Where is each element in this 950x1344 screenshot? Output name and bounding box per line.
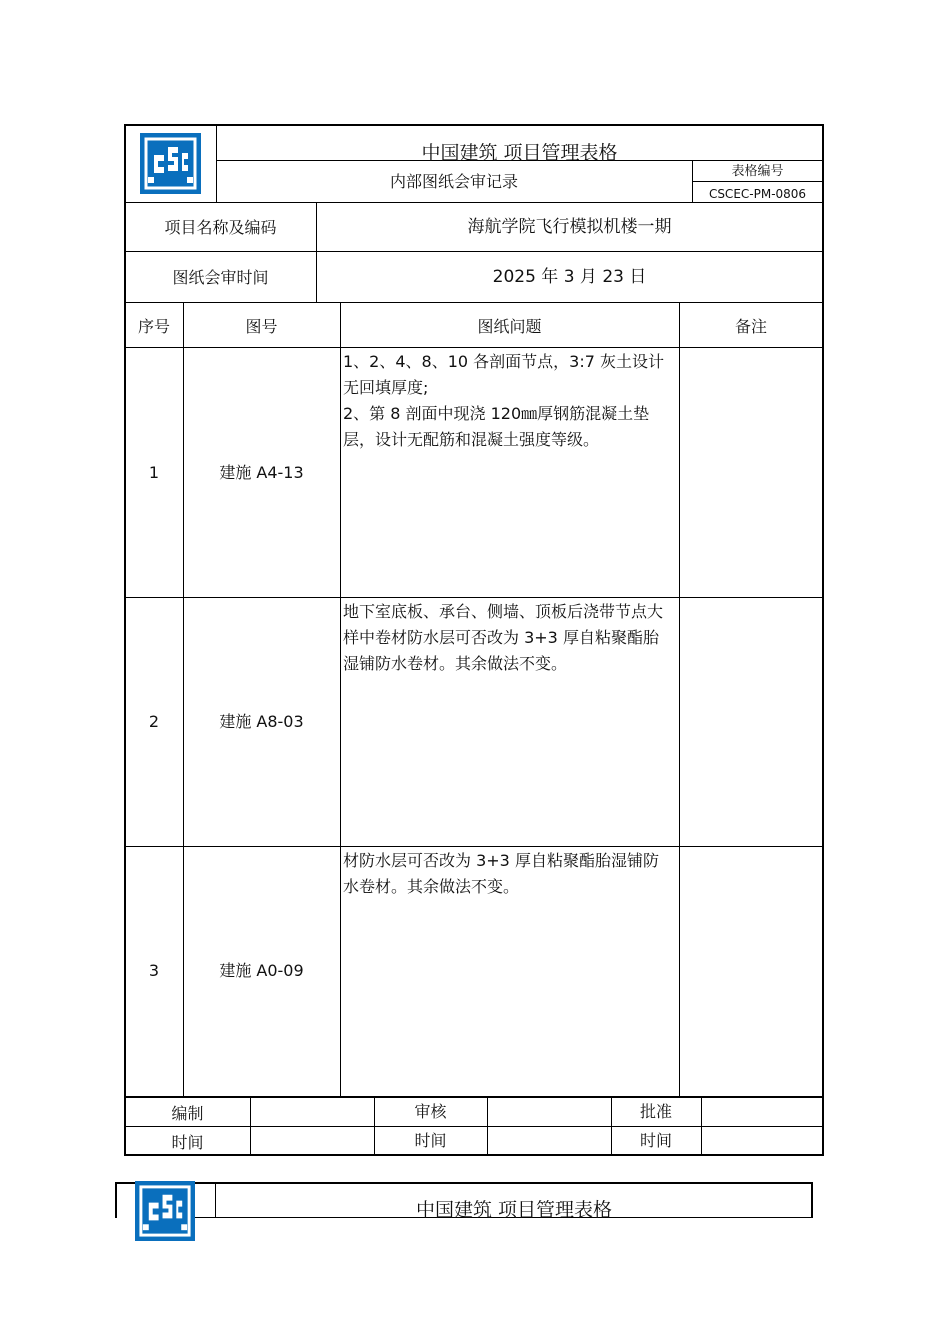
row-2-no: 2 <box>148 712 160 731</box>
row-3-issue-line: 水卷材。其余做法不变。 <box>343 877 520 896</box>
row-3-issue <box>343 848 677 900</box>
review-time-label: 时间 <box>414 1131 447 1150</box>
row-2-issue-line: 样中卷材防水层可否改为 3+3 厚自粘聚酯胎 <box>343 628 659 647</box>
row-1-drawing: 建施 A4-13 <box>219 463 304 482</box>
project-name-value: 海航学院飞行模拟机楼一期 <box>467 217 672 237</box>
project-bottom-line <box>125 302 823 303</box>
table-header-line <box>125 347 823 348</box>
row-2-issue <box>343 599 677 677</box>
col-header-no: 序号 <box>137 317 170 336</box>
footer-hline <box>125 1126 823 1127</box>
col-header-drawing: 图号 <box>245 317 278 336</box>
row-3-issue-line: 材防水层可否改为 3+3 厚自粘聚酯胎湿铺防 <box>343 851 659 870</box>
row-line-2 <box>125 846 823 847</box>
review-date-value: 2025 年 3 月 23 日 <box>492 267 647 287</box>
compile-time-label: 时间 <box>171 1133 204 1152</box>
project-hline <box>125 251 823 252</box>
row-2-drawing: 建施 A8-03 <box>219 712 304 731</box>
compile-label: 编制 <box>171 1104 204 1123</box>
org-title: 中国建筑 项目管理表格 <box>421 142 618 164</box>
approve-label: 批准 <box>639 1102 672 1121</box>
col-line-2 <box>340 302 341 1096</box>
row-2-issue-line: 湿铺防水卷材。其余做法不变。 <box>343 654 568 673</box>
approve-time-label: 时间 <box>639 1131 672 1150</box>
row-1-issue-line: 2、第 8 剖面中现浇 120㎜厚钢筋混凝土垫 <box>343 404 650 423</box>
form-code-label: 表格编号 <box>731 164 784 179</box>
row-1-no: 1 <box>148 463 160 482</box>
row-3-drawing: 建施 A0-09 <box>219 961 304 980</box>
row-3-no: 3 <box>148 961 160 980</box>
footer-col-3 <box>487 1097 488 1155</box>
row-1-issue <box>343 349 677 453</box>
form-code-value: CSCEC-PM-0806 <box>708 187 807 201</box>
review-date-label: 图纸会审时间 <box>172 268 269 287</box>
table-bottom-line <box>125 1096 823 1098</box>
cscec-logo-icon <box>140 133 201 194</box>
row-2-issue-line: 地下室底板、承台、侧墙、顶板后浇带节点大 <box>343 602 664 621</box>
col-header-remark: 备注 <box>734 317 767 336</box>
footer-col-5 <box>701 1097 702 1155</box>
row-line-1 <box>125 597 823 598</box>
col-header-issue: 图纸问题 <box>477 317 542 336</box>
cscec-logo-icon <box>135 1181 195 1241</box>
project-name-label: 项目名称及编码 <box>164 218 277 237</box>
row-1-issue-line: 1、2、4、8、10 各剖面节点，3:7 灰土设计 <box>343 352 665 371</box>
row-1-issue-line: 无回填厚度; <box>343 378 429 397</box>
form-code-hline <box>692 181 823 182</box>
next-page-org-title: 中国建筑 项目管理表格 <box>415 1199 613 1221</box>
col-line-3 <box>679 302 680 1096</box>
header-bottom-line <box>125 202 823 203</box>
review-label: 审核 <box>414 1102 447 1121</box>
footer-col-1 <box>250 1097 251 1155</box>
form-name: 内部图纸会审记录 <box>389 172 518 191</box>
row-1-issue-line: 层，设计无配筋和混凝土强度等级。 <box>343 430 600 449</box>
